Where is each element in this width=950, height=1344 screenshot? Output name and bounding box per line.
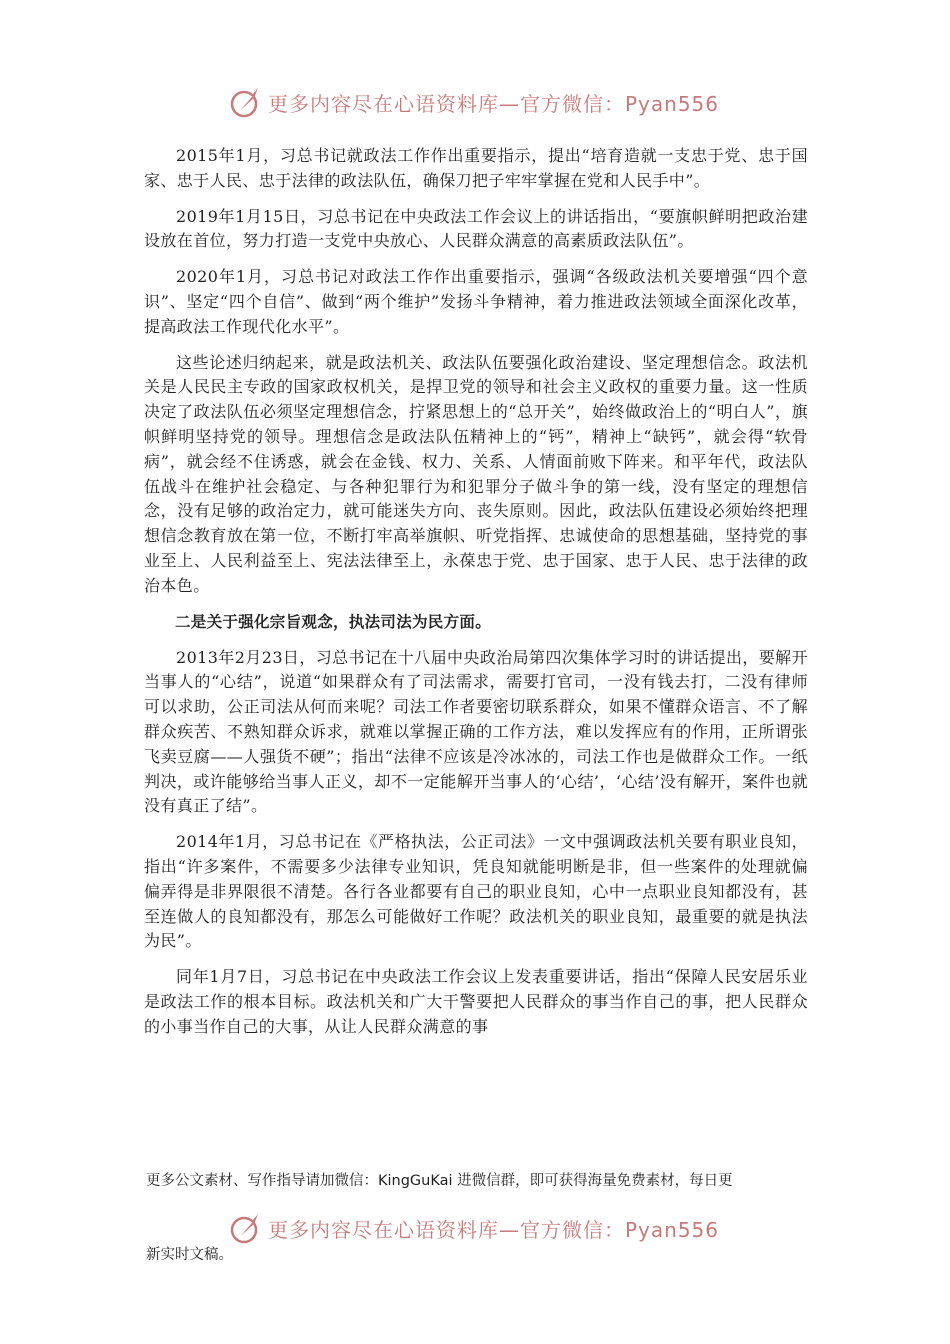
footer-line-2: 新实时文稿。 xyxy=(146,1247,233,1263)
paragraph-2015: 2015年1月，习总书记就政法工作作出重要指示，提出“培育造就一支忠于党、忠于国家、忠于人民、忠于法律的政法队伍，确保刀把子牢牢掌握在党和人民手中”。 xyxy=(144,146,808,190)
paragraph-2013: 2013年2月23日，习总书记在十八届中央政治局第四次集体学习时的讲话提出，要解开当事人的“心结”，说道“如果群众有了司法需求，需要打官司，一没有钱去打，二没有律师可以求助，公正司法从何而来呢？司法工作者要密切联系群众，如果不懂群众语言、不了解群众疾苦、不熟知群众诉求，就难以掌握正确的工作方法，难以发挥应有的作用，正所谓张飞卖豆腐——人强货不硬”；指出“法律不应该是冷冰冰的，司法工作也是做群众工作。一纸判决，或许能够给当事人正义，却不一定能解开当事人的‘心结’，‘心结’没有解开，案件也就没有真正了结”。 xyxy=(144,647,808,816)
document-body xyxy=(144,144,808,1051)
paragraph-2014: 2014年1月，习总书记在《严格执法，公正司法》一文中强调政法机关要有职业良知，指出“许多案件，不需要多少法律专业知识，凭良知就能明断是非，但一些案件的处理就偏偏弄得是非界限很不清楚。各行各业都要有自己的职业良知，心中一点职业良知都没有，甚至连做人的良知都没有，那怎么可能做好工作呢？政法机关的职业良知，最重要的就是执法为民”。 xyxy=(144,832,808,951)
paragraph-2020: 2020年1月，习总书记对政法工作作出重要指示，强调“各级政法机关要增强“四个意识”、坚定“四个自信”、做到“两个维护”发扬斗争精神，着力推进政法领域全面深化改革，提高政法工作现代化水平”。 xyxy=(144,267,808,336)
watermark-header xyxy=(228,82,719,122)
quill-logo-icon xyxy=(228,84,264,120)
footer-line-1: 更多公文素材、写作指导请加微信：KingGuKai 进微信群，即可获得海量免费素材，每日更 xyxy=(146,1173,733,1189)
paragraph-summary: 这些论述归纳起来，就是政法机关、政法队伍要强化政治建设、坚定理想信念。政法机关是人民民主专政的国家政权机关，是捍卫党的领导和社会主义政权的重要力量。这一性质决定了政法队伍必须坚定理想信念，拧紧思想上的“总开关”，始终做政治上的“明白人”，旗帜鲜明坚持党的领导。理想信念是政法队伍精神上的“钙”，精神上“缺钙”，就会得“软骨病”，就会经不住诱惑，就会在金钱、权力、关系、人情面前败下阵来。和平年代，政法队伍战斗在维护社会稳定、与各种犯罪行为和犯罪分子做斗争的第一线，没有坚定的理想信念，没有足够的政治定力，就可能迷失方向、丧失原则。因此，政法队伍建设必须始终把理想信念教育放在第一位，不断打牢高举旗帜、听党指挥、忠诚使命的思想基础，坚持党的事业至上、人民利益至上、宪法法律至上，永葆忠于党、忠于国家、忠于人民、忠于法律的政治本色。 xyxy=(144,352,808,595)
watermark-footer xyxy=(228,1208,719,1248)
watermark-text: 更多内容尽在心语资料库—官方微信：Pyan556 xyxy=(268,91,720,116)
paragraph-same-year: 同年1月7日，习总书记在中央政法工作会议上发表重要讲话，指出“保障人民安居乐业是政法工作的根本目标。政法机关和广大干警要把人民群众的事当作自己的事，把人民群众的小事当作自己的大事，从让人民群众满意的事 xyxy=(144,967,808,1036)
section-heading: 二是关于强化宗旨观念，执法司法为民方面。 xyxy=(175,612,492,631)
paragraph-2019: 2019年1月15日，习总书记在中央政法工作会议上的讲话指出，“要旗帜鲜明把政治建设放在首位，努力打造一支党中央放心、人民群众满意的高素质政法队伍”。 xyxy=(144,206,808,251)
quill-logo-icon xyxy=(228,1210,264,1246)
watermark-text: 更多内容尽在心语资料库—官方微信：Pyan556 xyxy=(268,1217,720,1242)
